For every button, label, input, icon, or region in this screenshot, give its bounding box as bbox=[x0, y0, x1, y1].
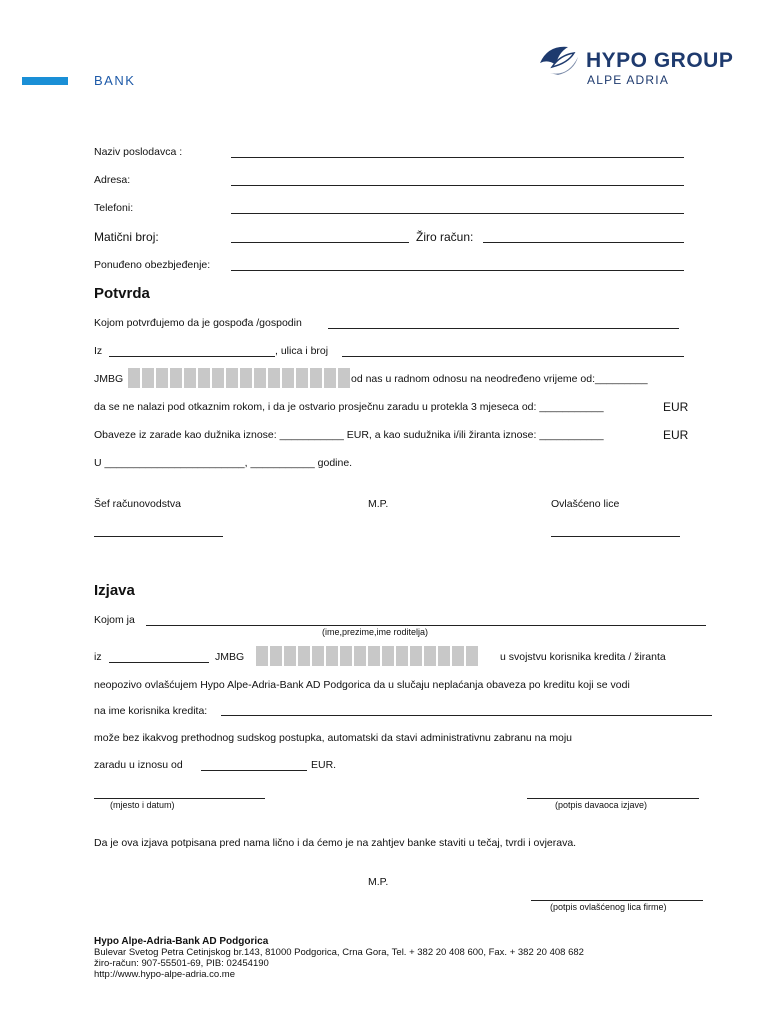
phones-field[interactable] bbox=[231, 213, 684, 214]
name-hint: (ime,prezime,ime roditelja) bbox=[322, 627, 429, 637]
footer-bank-name: Hypo Alpe-Adria-Bank AD Podgorica bbox=[94, 936, 269, 947]
footer-address: Bulevar Svetog Petra Cetinjskog br.143, 81000 Podgorica, Crna Gora, Tel. + 382 20 408 600, Fax. + 382 20 408 682 bbox=[94, 947, 584, 958]
borrower-name-field[interactable] bbox=[221, 715, 712, 716]
employer-name-label: Naziv poslodavca : bbox=[94, 146, 183, 158]
role-text: u svojstvu korisnika kredita / žiranta bbox=[500, 651, 666, 663]
izjava-line2: neopozivo ovlašćujem Hypo Alpe-Adria-Bank AD Podgorica da u slučaju neplaćanja obaveza po kreditu koji se vodi bbox=[94, 679, 630, 691]
firm-signature-line[interactable] bbox=[531, 900, 703, 901]
izjava-line3: na ime korisnika kredita: bbox=[94, 705, 208, 717]
reg-no-field[interactable] bbox=[231, 242, 409, 243]
obligations-text: Obaveze iz zarade kao dužnika iznose: ___________ EUR, a kao sudužnika i/ili žiranta iznose: ___________ bbox=[94, 429, 604, 441]
logo-subtitle: ALPE ADRIA bbox=[587, 73, 670, 87]
employer-name-field[interactable] bbox=[231, 157, 684, 158]
place-date-line[interactable] bbox=[94, 798, 265, 799]
chief-signature-line[interactable] bbox=[94, 536, 223, 537]
amount-eur: EUR. bbox=[311, 759, 337, 771]
person-name-field[interactable] bbox=[328, 328, 679, 329]
jmbg-boxes[interactable] bbox=[128, 368, 350, 388]
chief-accountant-label: Šef računovodstva bbox=[94, 498, 181, 510]
authorized-person-label: Ovlašćeno lice bbox=[551, 498, 620, 510]
bank-confirm-text: Da je ova izjava potpisana pred nama lično i da ćemo je na zahtjev banke staviti u tečaj, tvrdi i ovjerava. bbox=[94, 837, 577, 849]
header-accent-bar bbox=[22, 77, 68, 85]
signature-hint: (potpis davaoca izjave) bbox=[555, 800, 648, 810]
account-label: Žiro račun: bbox=[416, 230, 474, 244]
izjava-line4: može bez ikakvog prethodnog sudskog postupka, automatski da stavi administrativnu zabranu na moju bbox=[94, 732, 573, 744]
salary-text: da se ne nalazi pod otkaznim rokom, i da je ostvario prosječnu zaradu u protekla 3 mjeseca od: ___________ bbox=[94, 401, 604, 413]
phones-label: Telefoni: bbox=[94, 202, 134, 214]
address-label: Adresa: bbox=[94, 174, 131, 186]
obligations-eur: EUR bbox=[663, 428, 689, 442]
collateral-label: Ponuđeno obezbjeđenje: bbox=[94, 259, 211, 271]
collateral-field[interactable] bbox=[231, 270, 684, 271]
izjava-jmbg-label: JMBG bbox=[215, 651, 245, 663]
salary-eur: EUR bbox=[663, 400, 689, 414]
izjava-jmbg-boxes[interactable] bbox=[256, 646, 478, 666]
address-field[interactable] bbox=[231, 185, 684, 186]
street-field[interactable] bbox=[342, 356, 684, 357]
footer-account: žiro-račun: 907-55501-69, PIB: 02454190 bbox=[94, 958, 269, 969]
place-date-hint: (mjesto i datum) bbox=[110, 800, 175, 810]
street-label: , ulica i broj bbox=[275, 345, 329, 357]
place-date-text: U ________________________, ___________ godine. bbox=[94, 457, 353, 469]
izjava-line5: zaradu u iznosu od bbox=[94, 759, 183, 771]
jmbg-label: JMBG bbox=[94, 373, 124, 385]
firm-signature-hint: (potpis ovlašćenog lica firme) bbox=[550, 902, 667, 912]
izjava-iz-label: iz bbox=[94, 651, 102, 663]
hypo-logo-icon bbox=[538, 43, 580, 79]
logo-title: HYPO GROUP bbox=[586, 49, 734, 72]
kojom-label: Kojom ja bbox=[94, 614, 135, 626]
izjava-city-field[interactable] bbox=[109, 662, 209, 663]
employment-text: od nas u radnom odnosu na neodređeno vrijeme od:_________ bbox=[351, 373, 648, 385]
izjava-mp-label: M.P. bbox=[368, 876, 389, 888]
declarant-signature-line[interactable] bbox=[527, 798, 699, 799]
bank-label: BANK bbox=[94, 73, 136, 88]
city-field[interactable] bbox=[109, 356, 275, 357]
potvrda-title: Potvrda bbox=[94, 285, 150, 302]
declarant-name-field[interactable] bbox=[146, 625, 706, 626]
izjava-title: Izjava bbox=[94, 582, 135, 599]
amount-field[interactable] bbox=[201, 770, 307, 771]
reg-no-label: Matični broj: bbox=[94, 230, 159, 244]
account-field[interactable] bbox=[483, 242, 684, 243]
iz-label: Iz bbox=[94, 345, 103, 357]
footer-url[interactable]: http://www.hypo-alpe-adria.co.me bbox=[94, 969, 235, 980]
mp-stamp-label: M.P. bbox=[368, 498, 389, 510]
potvrda-line1: Kojom potvrđujemo da je gospođa /gospodin bbox=[94, 317, 302, 329]
authorized-signature-line[interactable] bbox=[551, 536, 680, 537]
